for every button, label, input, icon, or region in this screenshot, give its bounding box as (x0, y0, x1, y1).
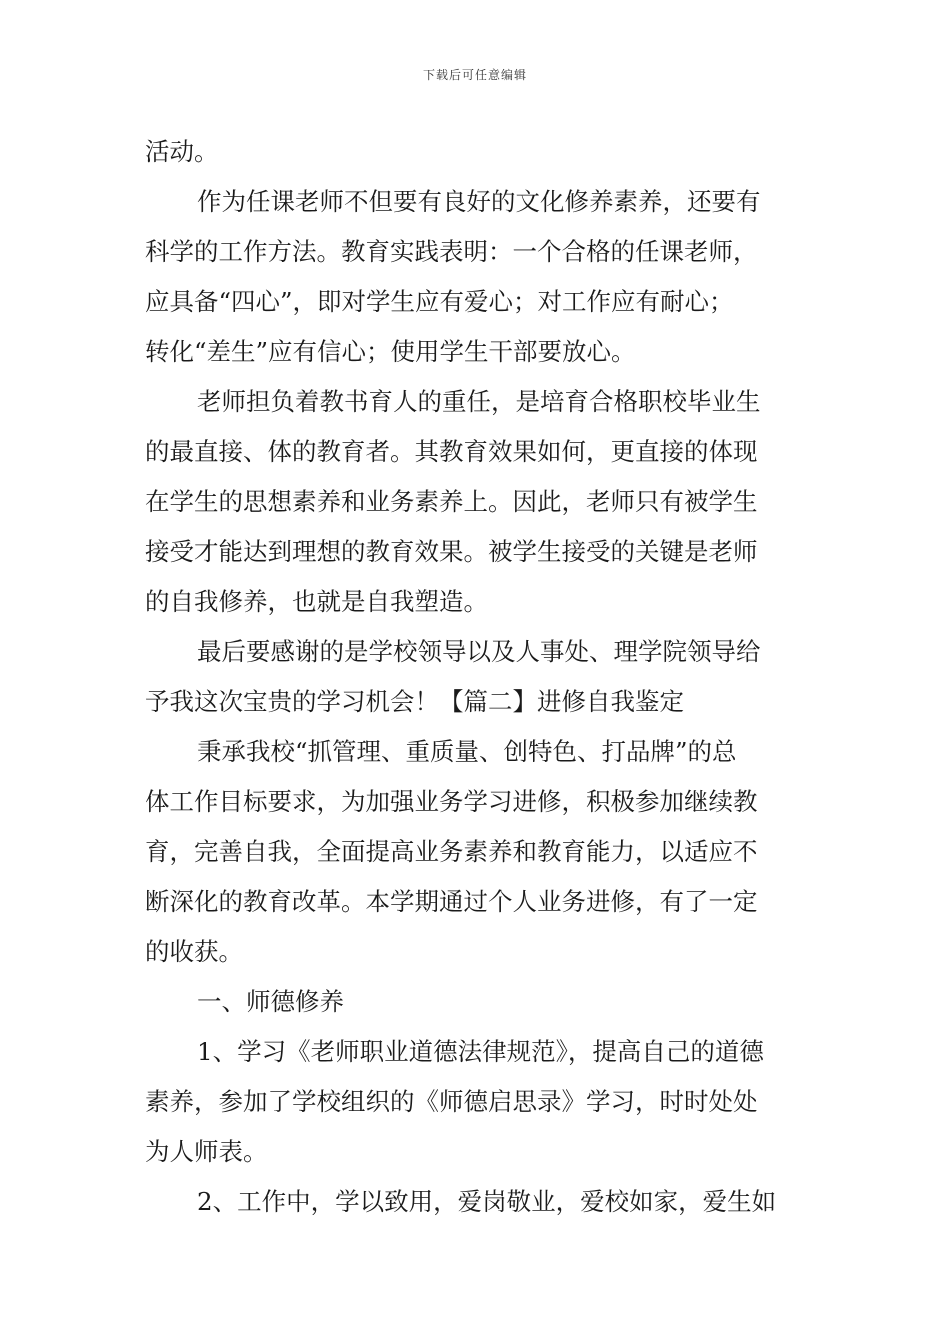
text-line: 转化“差生”应有信心；使用学生干部要放心。 (145, 337, 636, 366)
text-line: 1、学习《老师职业道德法律规范》，提高自己的道德 (197, 1037, 764, 1066)
text-line: 活动。 (145, 137, 219, 166)
text-line: 科学的工作方法。教育实践表明：一个合格的任课老师， (145, 237, 758, 266)
text-line: 的自我修养，也就是自我塑造。 (145, 587, 488, 616)
text-line: 秉承我校“抓管理、重质量、创特色、打品牌”的总 (197, 737, 737, 766)
text-line: 的收获。 (145, 937, 243, 966)
text-line: 2、工作中，学以致用，爱岗敬业，爱校如家，爱生如 (197, 1187, 777, 1216)
text-line: 素养，参加了学校组织的《师德启思录》学习，时时处处 (145, 1087, 758, 1116)
page-header: 下载后可任意编辑 (422, 68, 527, 82)
document-body (145, 127, 807, 1227)
text-line: 最后要感谢的是学校领导以及人事处、理学院领导给 (197, 637, 761, 666)
text-line: 应具备“四心”，即对学生应有爱心；对工作应有耐心； (145, 287, 734, 316)
text-line: 老师担负着教书育人的重任，是培育合格职校毕业生 (197, 387, 761, 416)
text-line: 为人师表。 (145, 1137, 268, 1166)
text-line: 作为任课老师不但要有良好的文化修养素养，还要有 (197, 187, 761, 216)
text-line: 断深化的教育改革。本学期通过个人业务进修，有了一定 (145, 887, 758, 916)
text-line: 予我这次宝贵的学习机会！【篇二】进修自我鉴定 (145, 687, 684, 716)
text-line: 在学生的思想素养和业务素养上。因此，老师只有被学生 (145, 487, 758, 516)
text-line: 接受才能达到理想的教育效果。被学生接受的关键是老师 (145, 537, 758, 566)
text-line: 育，完善自我，全面提高业务素养和教育能力，以适应不 (145, 837, 758, 866)
text-line: 的最直接、体的教育者。其教育效果如何，更直接的体现 (145, 437, 758, 466)
text-line: 体工作目标要求，为加强业务学习进修，积极参加继续教 (145, 787, 758, 816)
section-heading: 一、师德修养 (197, 987, 344, 1016)
